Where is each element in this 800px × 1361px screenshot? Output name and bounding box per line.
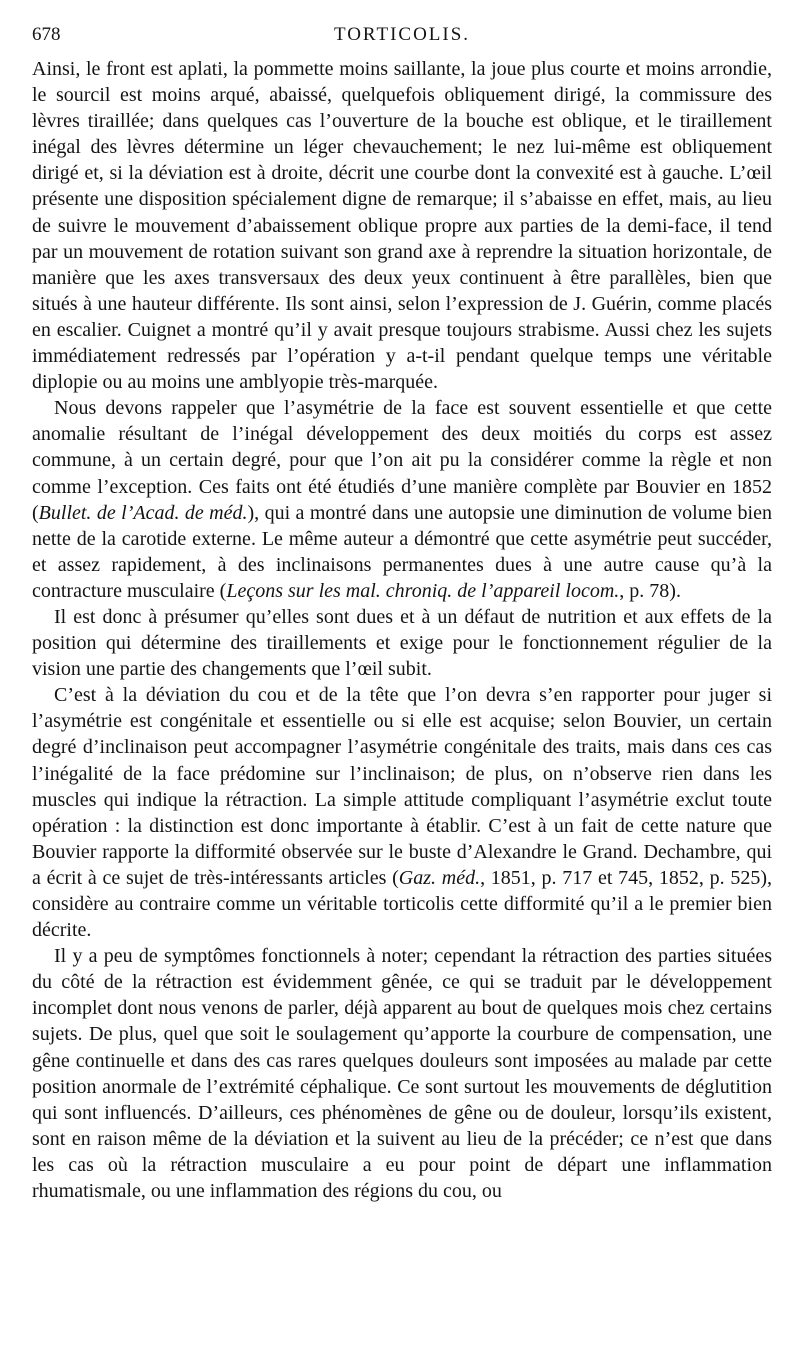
paragraph-1 [32, 56, 772, 395]
paragraph-2 [32, 395, 772, 604]
citation-italic: Gaz. méd. [398, 866, 481, 889]
text-run: Nous devons rappeler que l’asymétrie de la face est souvent essentielle et que cette anomalie résultant de l’inégal développement des deux moitiés du corps est assez commune, à un certain degré, pour que l’on ait pu la considérer comme la règle et non comme l’exception. Ces faits ont été étudiés d’une manière complète par Bouvier en 1852 ( [32, 397, 772, 524]
text-run: Il y a peu de symptômes fonctionnels à noter; cependant la rétraction des parties situées du côté de la rétraction est évidemment gênée, ce qui se traduit par le développement incomplet dont nous venons de parler, déjà apparent au bout de quelques mois chez certains sujets. De plus, quel que soit le soulagement qu’apporte la courbure de compensation, une gêne continuelle et dans des cas rares quelques douleurs sont imposées au malade par cette position anormale de l’extrémité céphalique. Ce sont surtout les mouvements de déglutition qui sont influencés. D’ailleurs, ces phénomènes de gêne ou de douleur, lorsqu’ils existent, sont en raison même de la déviation et la suivent au lieu de la précéder; ce n’est que dans les cas où la rétraction musculaire a eu pour point de départ une inflammation rhumatismale, ou une inflammation des régions du cou, ou [32, 945, 772, 1203]
text-run: ), qui a montré dans une autopsie une diminution de volume bien nette de la carotide externe. Le même auteur a démontré que cette asymétrie peut succéder, et assez rapidement, à des inclinaisons permanentes dues à une autre cause qu’à la contracture musculaire ( [32, 501, 772, 602]
body-text [32, 56, 772, 1204]
text-run: , 1851, p. 717 et 745, 1852, p. 525), considère au contraire comme un véritable torticolis cette difformité qu’il a le premier bien décrite. [32, 866, 773, 942]
page-number: 678 [32, 24, 61, 45]
text-run: , p. 78). [619, 579, 681, 602]
citation-italic: Leçons sur les mal. chroniq. de l’appareil locom. [226, 579, 620, 602]
text-run: C’est à la déviation du cou et de la tête que l’on devra s’en rapporter pour juger si l’asymétrie est congénitale et essentielle ou si elle est acquise; selon Bouvier, un certain degré d’inclinaison peut accompagner l’asymétrie congénitale des traits, mais dans ces cas l’inégalité de la face prédomine sur l’inclinaison; de plus, on n’observe rien dans les muscles qui indique la rétraction. La simple attitude compliquant l’asymétrie exclut toute opération : la distinction est donc importante à établir. C’est à un fait de cette nature que Bouvier rapporte la difformité observée sur le buste d’Alexandre le Grand. Dechambre, qui a écrit à ce sujet de très-intéressants articles ( [32, 684, 772, 889]
text-run: Ainsi, le front est aplati, la pommette moins saillante, la joue plus courte et moins arrondie, le sourcil est moins arqué, abaissé, quelquefois obliquement dirigé, la commissure des lèvres tiraillée; dans quelques cas l’ouverture de la bouche est oblique, et le tiraillement inégal des lèvres détermine un léger chevauchement; le nez lui-même est obliquement dirigé et, si la déviation est à droite, décrit une courbe dont la convexité est à gauche. L’œil présente une disposition spécialement digne de remarque; il s’abaisse en effet, mais, au lieu de suivre le mouvement d’abaissement oblique propre aux parties de la demi-face, il tend par un mouvement de rotation suivant son grand axe à reprendre la situation horizontale, de manière que les axes transversaux des deux yeux continuent à être parallèles, bien que situés à une hauteur différente. Ils sont ainsi, selon l’expression de J. Guérin, comme placés en escalier. Cuignet a montré qu’il y avait presque toujours strabisme. Aussi chez les sujets immédiatement redressés par l’opération y a-t-il pendant quelque temps une véritable diplopie ou au moins une amblyopie très-marquée. [32, 58, 772, 394]
text-run: Il est donc à présumer qu’elles sont dues et à un défaut de nutrition et aux effets de la position qui détermine des tiraillements et exige pour le fonctionnement régulier de la vision une partie des changements que l’œil subit. [32, 605, 772, 681]
paragraph-4 [32, 682, 772, 943]
paragraph-3 [32, 604, 772, 682]
page-header [32, 24, 772, 54]
paragraph-5 [32, 943, 772, 1204]
book-page [32, 24, 772, 1204]
citation-italic: Bullet. de l’Acad. de méd. [38, 501, 248, 524]
running-title: TORTICOLIS. [333, 24, 471, 45]
